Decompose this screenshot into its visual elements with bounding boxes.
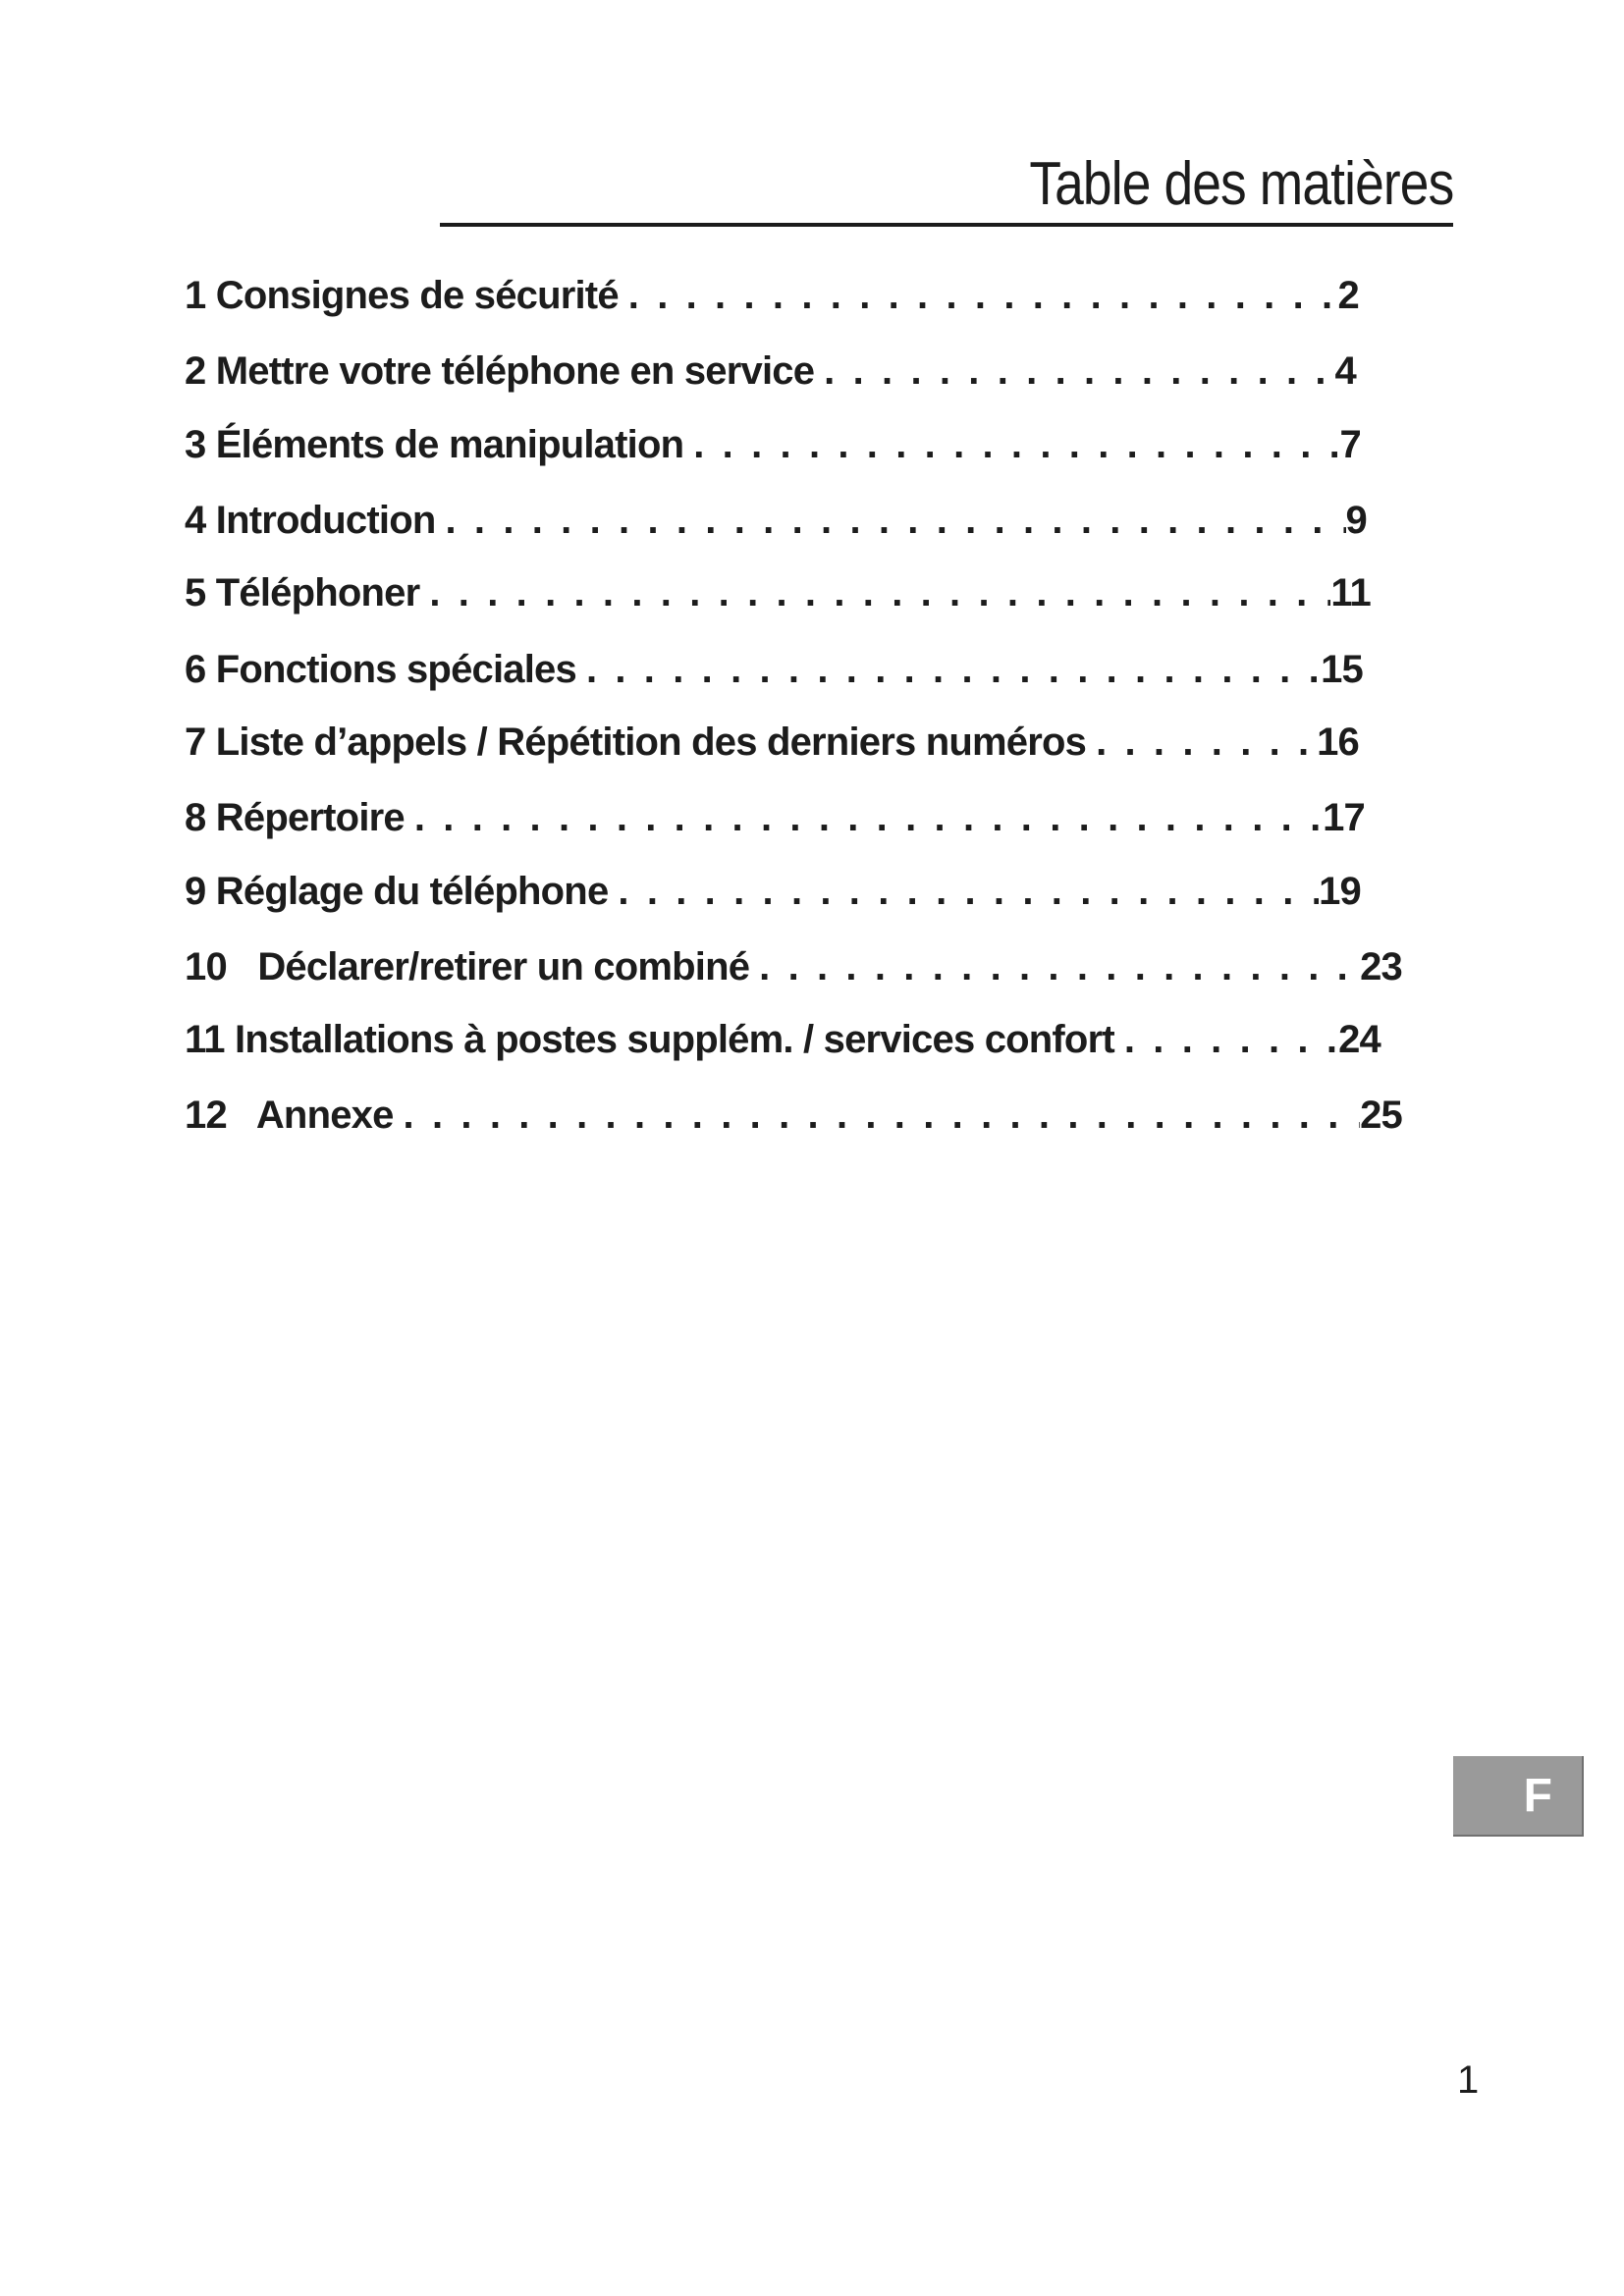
toc-entry-number: 3 xyxy=(185,423,206,466)
toc-entry-label xyxy=(185,1016,1124,1063)
toc-leader-dots xyxy=(693,421,1339,468)
toc-entry-number: 9 xyxy=(185,870,206,913)
toc-entry-8[interactable] xyxy=(185,794,1365,841)
toc-entry-page: 4 xyxy=(1334,349,1356,393)
toc-entry-page: 17 xyxy=(1323,796,1365,839)
toc-entry-number: 1 xyxy=(185,274,206,317)
toc-entry-11[interactable] xyxy=(185,1016,1380,1063)
toc-entry-9[interactable] xyxy=(185,868,1361,915)
toc-entry-2[interactable] xyxy=(185,347,1356,395)
toc-leader-dots xyxy=(404,1092,1361,1139)
toc-entry-title: Introduction xyxy=(215,499,436,542)
toc-entry-page: 24 xyxy=(1338,1018,1380,1061)
toc-entry-title: Mettre votre téléphone en service xyxy=(215,349,815,393)
toc-entry-page: 16 xyxy=(1317,721,1359,764)
toc-entry-page: 7 xyxy=(1339,423,1361,466)
language-tab-french: F xyxy=(1453,1756,1584,1837)
toc-leader-dots xyxy=(414,794,1323,841)
toc-leader-dots xyxy=(445,497,1345,544)
toc-leader-dots xyxy=(824,347,1334,395)
toc-entry-title: Fonctions spéciales xyxy=(215,648,576,691)
toc-entry-label xyxy=(185,347,824,395)
toc-entry-10[interactable] xyxy=(185,943,1402,990)
toc-leader-dots xyxy=(586,646,1321,693)
page-number: 1 xyxy=(1457,2058,1480,2102)
toc-entry-12[interactable] xyxy=(185,1092,1402,1139)
toc-entry-number: 6 xyxy=(185,648,206,691)
toc-entry-title: Consignes de sécurité xyxy=(215,274,619,317)
toc-entry-number: 8 xyxy=(185,796,206,839)
toc-entry-title: Éléments de manipulation xyxy=(215,423,684,466)
toc-entry-label xyxy=(185,868,618,915)
toc-entry-number: 12 xyxy=(185,1094,227,1137)
toc-entry-title: Répertoire xyxy=(215,796,405,839)
toc-entry-number: 4 xyxy=(185,499,206,542)
toc-entry-page: 11 xyxy=(1330,571,1371,614)
toc-entry-1[interactable] xyxy=(185,272,1359,319)
toc-entry-5[interactable] xyxy=(185,569,1371,616)
toc-entry-number: 5 xyxy=(185,571,206,614)
toc-entry-label xyxy=(185,272,628,319)
toc-entry-6[interactable] xyxy=(185,646,1363,693)
page-title: Table des matières xyxy=(1028,150,1453,218)
toc-entry-page: 9 xyxy=(1345,499,1367,542)
toc-entry-3[interactable] xyxy=(185,421,1361,468)
toc-entry-label xyxy=(185,497,445,544)
toc-entry-page: 23 xyxy=(1360,945,1402,988)
toc-entry-title: Installations à postes supplém. / services confort xyxy=(235,1018,1114,1061)
toc-leader-dots xyxy=(1124,1016,1338,1063)
toc-entry-title: Annexe xyxy=(255,1094,394,1137)
toc-entry-label xyxy=(185,569,429,616)
toc-entry-label xyxy=(185,719,1096,766)
toc-entry-page: 19 xyxy=(1319,870,1361,913)
toc-entry-4[interactable] xyxy=(185,497,1367,544)
toc-entry-7[interactable] xyxy=(185,719,1359,766)
toc-entry-number: 10 xyxy=(185,945,227,988)
toc-leader-dots xyxy=(759,943,1360,990)
toc-entry-label xyxy=(185,1092,404,1139)
toc-entry-label xyxy=(185,943,759,990)
toc-leader-dots xyxy=(1096,719,1317,766)
toc-entry-label xyxy=(185,646,586,693)
toc-leader-dots xyxy=(628,272,1338,319)
toc-leader-dots xyxy=(429,569,1330,616)
toc-entry-title: Téléphoner xyxy=(215,571,420,614)
toc-entry-label xyxy=(185,421,693,468)
toc-entry-number: 7 xyxy=(185,721,206,764)
toc-entry-title: Déclarer/retirer un combiné xyxy=(257,945,750,988)
toc-entry-page: 15 xyxy=(1321,648,1363,691)
toc-entry-number: 11 xyxy=(185,1018,225,1061)
toc-entry-number: 2 xyxy=(185,349,206,393)
toc-entry-label xyxy=(185,794,414,841)
toc-entry-title: Réglage du téléphone xyxy=(215,870,609,913)
toc-entry-page: 2 xyxy=(1337,274,1359,317)
toc-entry-page: 25 xyxy=(1360,1094,1402,1137)
toc-leader-dots xyxy=(618,868,1319,915)
toc-entry-title: Liste d’appels / Répétition des derniers numéros xyxy=(215,721,1087,764)
